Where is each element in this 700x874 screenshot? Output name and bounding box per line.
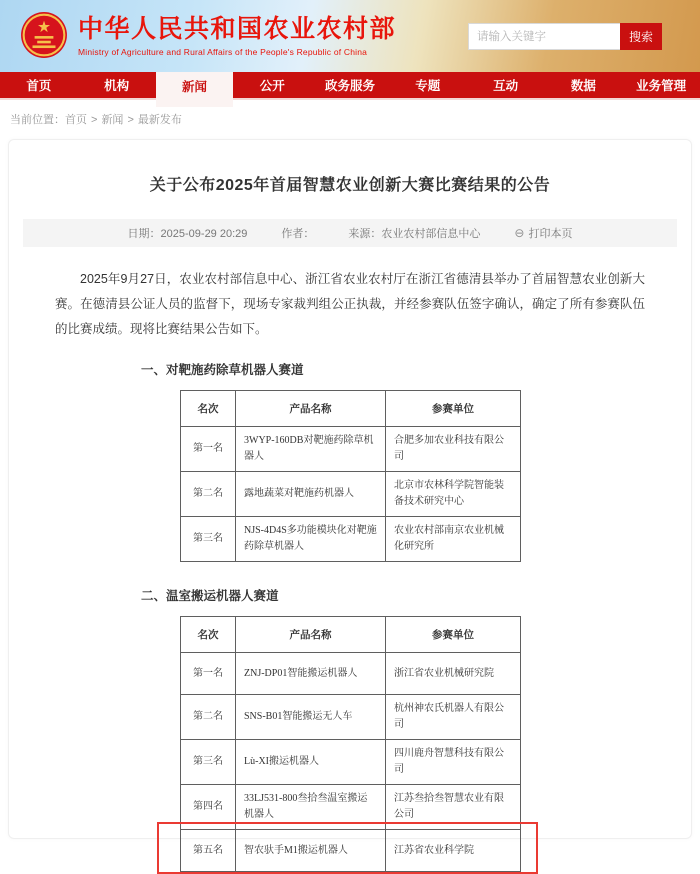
- brand: [20, 11, 396, 59]
- results-table-1-wrap: [180, 390, 520, 562]
- rank-cell: 第一名: [181, 427, 236, 472]
- nav-item-business[interactable]: 业务管理: [636, 79, 687, 93]
- product-cell: Lù-XI搬运机器人: [236, 740, 386, 785]
- product-cell: 3WYP-160DB对靶施药除草机器人: [236, 427, 386, 472]
- table-row: [181, 517, 521, 562]
- unit-cell: 合肥多加农业科技有限公司: [386, 427, 521, 472]
- table-row: [181, 427, 521, 472]
- print-label: 打印本页: [528, 228, 573, 240]
- site-subtitle: Ministry of Agriculture and Rural Affairs of the People's Republic of China: [78, 46, 368, 57]
- col-product: 产品名称: [236, 617, 386, 653]
- breadcrumb: [0, 100, 700, 137]
- meta-date: 日期：2025-09-29 20:29: [127, 228, 248, 240]
- unit-cell: 浙江省农业机械研究院: [386, 653, 521, 695]
- search-button[interactable]: 搜索: [620, 23, 662, 50]
- results-table-2: [180, 616, 521, 872]
- table-row: [181, 830, 521, 872]
- unit-cell: 江苏省农业科学院: [386, 830, 521, 872]
- rank-cell: 第四名: [181, 785, 236, 830]
- rank-cell: 第五名: [181, 830, 236, 872]
- breadcrumb-home[interactable]: 首页: [65, 114, 87, 126]
- unit-cell: 农业农村部南京农业机械化研究所: [386, 517, 521, 562]
- nav-item-org[interactable]: 机构: [104, 79, 130, 93]
- nav-item-topics[interactable]: 专题: [415, 79, 441, 93]
- table-row: [181, 472, 521, 517]
- national-emblem-icon: [20, 11, 68, 59]
- breadcrumb-label: 当前位置：: [10, 114, 65, 126]
- article-card: [8, 139, 692, 856]
- site-title: 中华人民共和国农业农村部: [78, 14, 397, 43]
- rank-cell: 第三名: [181, 517, 236, 562]
- nav-item-news[interactable]: 新闻: [156, 72, 234, 107]
- table-header-row: [181, 391, 521, 427]
- col-unit: 参赛单位: [386, 391, 521, 427]
- search-box: [468, 23, 662, 50]
- unit-cell: 杭州神农氏机器人有限公司: [386, 695, 521, 740]
- col-rank: 名次: [181, 617, 236, 653]
- col-unit: 参赛单位: [386, 617, 521, 653]
- table-row: [181, 740, 521, 785]
- meta-source: 来源：农业农村部信息中心: [348, 228, 481, 240]
- rank-cell: 第二名: [181, 695, 236, 740]
- section-heading-1: 一、对靶施药除草机器人赛道: [141, 363, 304, 377]
- breadcrumb-separator: >: [91, 114, 98, 126]
- table-row: [181, 653, 521, 695]
- nav-item-data[interactable]: 数据: [570, 79, 596, 93]
- meta-author: 作者：: [281, 228, 315, 240]
- site-header: [0, 0, 700, 72]
- rank-cell: 第三名: [181, 740, 236, 785]
- breadcrumb-latest[interactable]: 最新发布: [137, 114, 182, 126]
- article-body: [9, 267, 691, 872]
- results-table-1: [180, 390, 521, 562]
- article-paragraph: 2025年9月27日，农业农村部信息中心、浙江省农业农村厅在浙江省德清县举办了首届智慧农业创新大赛。在德清县公证人员的监督下，现场专家裁判组公正执裁，并经参赛队伍签字确认，确定了所有参赛队伍的比赛成绩。现将比赛结果公告如下。: [55, 272, 645, 336]
- print-page-button[interactable]: [514, 225, 572, 241]
- search-input[interactable]: [468, 23, 620, 50]
- breadcrumb-news[interactable]: 新闻: [101, 114, 124, 126]
- table-header-row: [181, 617, 521, 653]
- section-heading-2: 二、温室搬运机器人赛道: [141, 589, 279, 603]
- printer-icon: ⊖: [514, 226, 525, 240]
- product-cell: 33LJ531-800叁拾叁温室搬运机器人: [236, 785, 386, 830]
- nav-item-open[interactable]: 公开: [259, 79, 285, 93]
- breadcrumb-separator: >: [127, 114, 134, 126]
- product-cell: NJS-4D4S多功能模块化对靶施药除草机器人: [236, 517, 386, 562]
- results-table-2-wrap: [180, 616, 520, 872]
- nav-item-interaction[interactable]: 互动: [493, 79, 519, 93]
- article-title: 关于公布2025年首届智慧农业创新大赛比赛结果的公告: [149, 177, 551, 194]
- product-cell: SNS-B01智能搬运无人车: [236, 695, 386, 740]
- table-row: [181, 785, 521, 830]
- main-nav: [0, 72, 700, 100]
- brand-text: [78, 14, 396, 57]
- unit-cell: 江苏叁拾叁智慧农业有限公司: [386, 785, 521, 830]
- product-cell: 智农驮手M1搬运机器人: [236, 830, 386, 872]
- table-row: [181, 695, 521, 740]
- col-rank: 名次: [181, 391, 236, 427]
- product-cell: 露地蔬菜对靶施药机器人: [236, 472, 386, 517]
- col-product: 产品名称: [236, 391, 386, 427]
- rank-cell: 第二名: [181, 472, 236, 517]
- svg-text:★: ★: [36, 18, 52, 36]
- article-meta-bar: [23, 219, 677, 247]
- unit-cell: 北京市农林科学院智能装备技术研究中心: [386, 472, 521, 517]
- rank-cell: 第一名: [181, 653, 236, 695]
- nav-item-gov-services[interactable]: 政务服务: [325, 79, 376, 93]
- nav-item-home[interactable]: 首页: [26, 79, 52, 93]
- unit-cell: 四川鹿舟智慧科技有限公司: [386, 740, 521, 785]
- product-cell: ZNJ-DP01智能搬运机器人: [236, 653, 386, 695]
